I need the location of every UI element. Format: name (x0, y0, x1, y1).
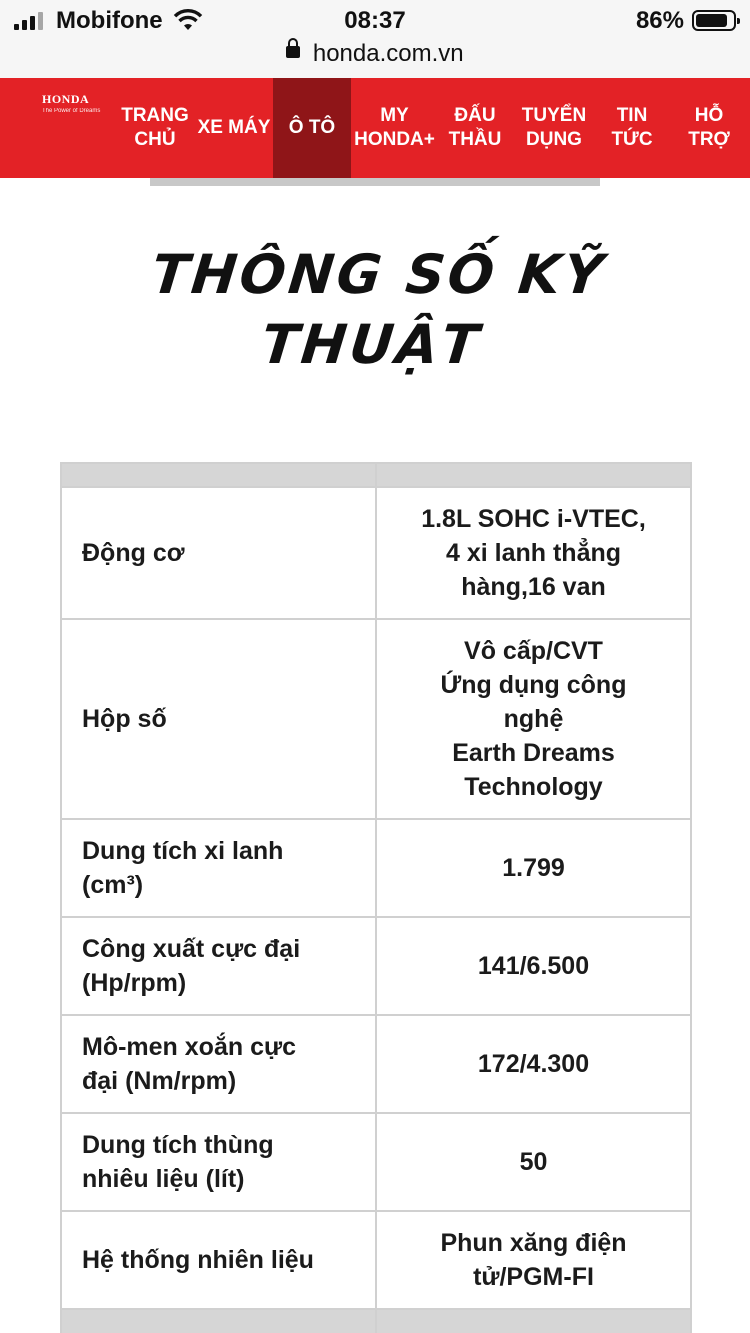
page-title: THÔNG SỐ KỸ THUẬT (148, 243, 609, 376)
nav-item-dau-thau[interactable] (438, 78, 512, 178)
spec-label: Hệ thống nhiên liệu (61, 1211, 376, 1309)
battery-icon (692, 10, 736, 31)
table-row (61, 619, 691, 819)
spec-value: 50 (376, 1113, 691, 1211)
table-row (61, 1113, 691, 1211)
logo-wordmark: HONDA (42, 92, 90, 106)
spec-label: Dung tích xi lanh (cm³) (61, 819, 376, 917)
table-section-header (61, 463, 691, 487)
carrier-name: Mobifone (56, 7, 163, 34)
spec-label: Công xuất cực đại (Hp/rpm) (61, 917, 376, 1015)
table-row (61, 1211, 691, 1309)
spec-label: Mô-men xoắn cực đại (Nm/rpm) (61, 1015, 376, 1113)
url-text: honda.com.vn (312, 40, 464, 67)
status-time: 08:37 (344, 7, 406, 34)
nav-item-label: TIN TỨC (611, 105, 653, 150)
nav-item-ho-tro[interactable] (668, 78, 750, 178)
main-nav (0, 78, 750, 178)
nav-item-label: XE MÁY (197, 117, 271, 138)
spec-value: Vô cấp/CVT Ứng dụng công nghệ Earth Dreams Technology (376, 619, 691, 819)
table-row (61, 819, 691, 917)
nav-item-tin-tuc[interactable] (596, 78, 668, 178)
nav-item-o-to[interactable] (273, 78, 351, 178)
nav-item-label: TUYỂN DỤNG (521, 105, 587, 150)
honda-logo[interactable] (42, 92, 112, 114)
spec-value: 141/6.500 (376, 917, 691, 1015)
spec-value: 1.799 (376, 819, 691, 917)
nav-item-xe-may[interactable] (195, 78, 273, 178)
address-bar[interactable] (0, 40, 750, 78)
table-section-header (61, 1309, 691, 1333)
nav-item-my-honda[interactable] (351, 78, 438, 178)
nav-item-label: Ô TÔ (288, 117, 336, 138)
nav-item-label: HỖ TRỢ (688, 105, 730, 150)
nav-item-tuyen-dung[interactable] (512, 78, 596, 178)
table-row (61, 487, 691, 619)
battery-percent: 86% (635, 7, 684, 34)
logo-tagline: The Power of Dreams (42, 108, 101, 114)
nav-scroll-indicator (150, 178, 600, 186)
spec-table (60, 462, 692, 1333)
spec-value: 172/4.300 (376, 1015, 691, 1113)
table-row (61, 917, 691, 1015)
nav-item-label: TRANG CHỦ (121, 105, 189, 150)
status-bar (0, 0, 750, 40)
spec-label: Dung tích thùng nhiêu liệu (lít) (61, 1113, 376, 1211)
spec-label: Động cơ (61, 487, 376, 619)
nav-item-label: ĐẤU THẦU (448, 105, 502, 150)
nav-item-label: MY HONDA+ (354, 105, 435, 150)
table-row (61, 1015, 691, 1113)
nav-item-trang-chu[interactable] (115, 78, 195, 178)
spec-value: Phun xăng điện tử/PGM-FI (376, 1211, 691, 1309)
spec-label: Hộp số (61, 619, 376, 819)
lock-icon (286, 46, 300, 58)
spec-value: 1.8L SOHC i-VTEC, 4 xi lanh thẳng hàng,16 van (376, 487, 691, 619)
